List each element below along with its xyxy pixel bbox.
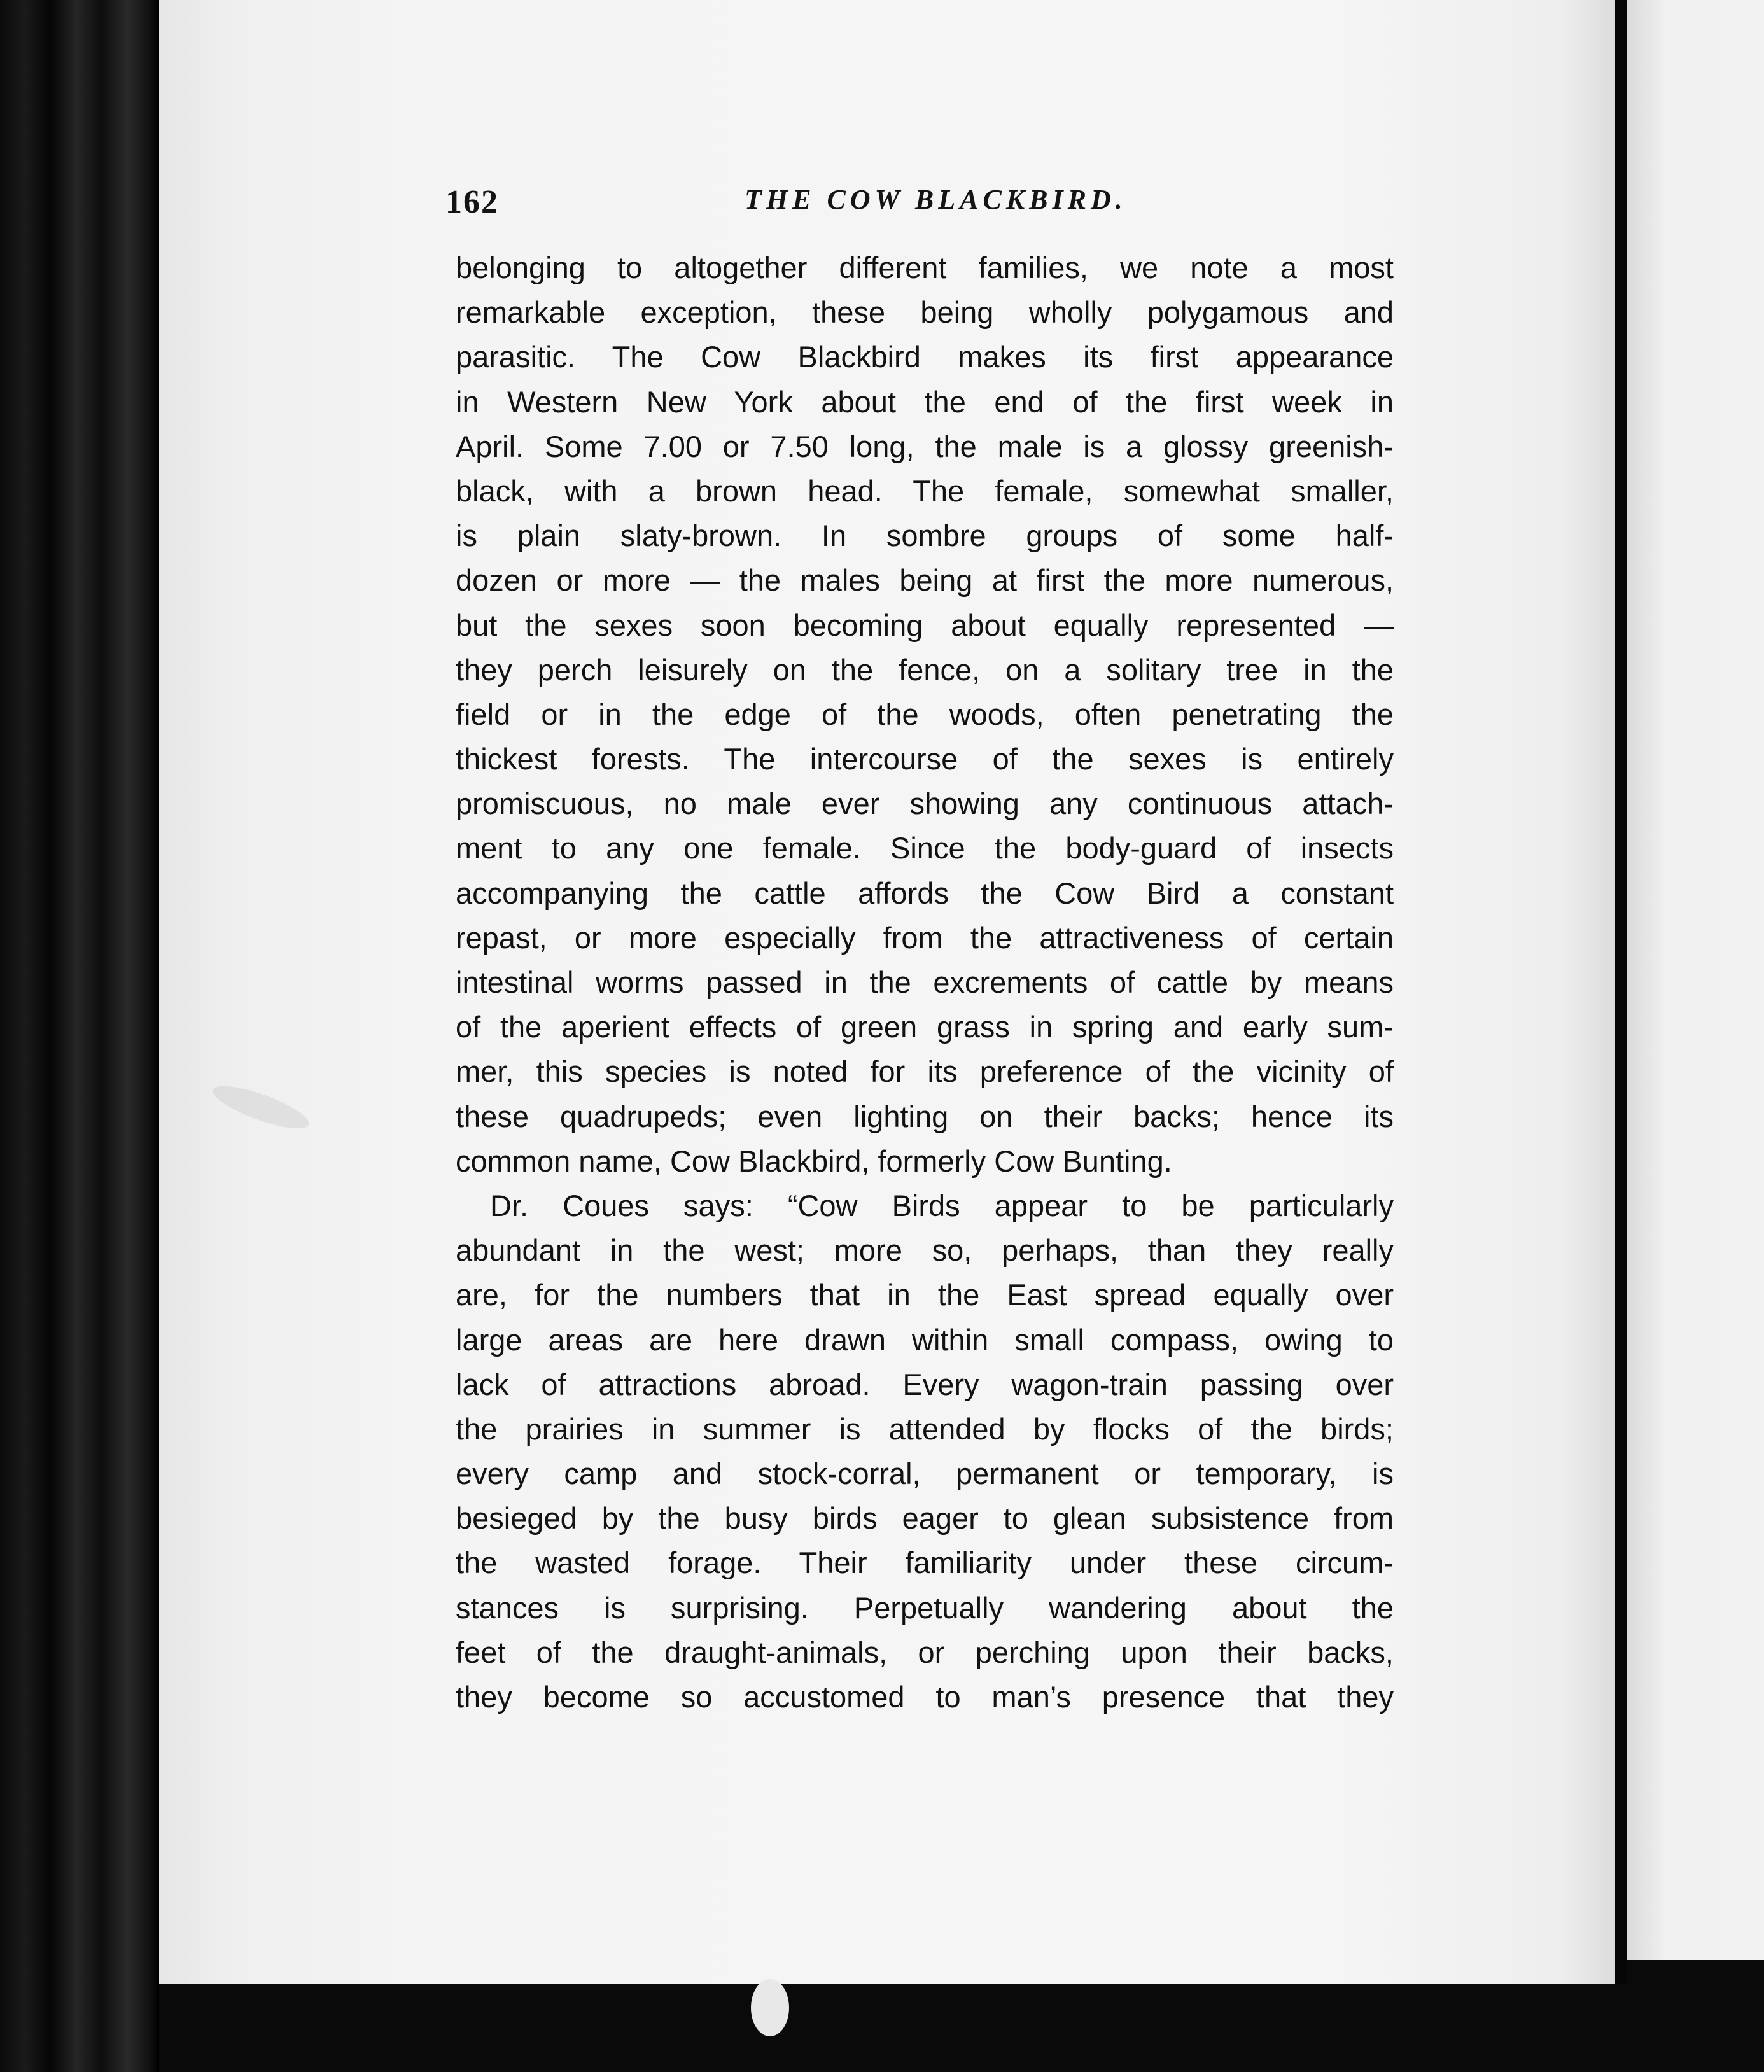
page-number: 162 [445, 184, 499, 220]
text-line: is plain slaty-brown. In sombre groups of some half- [456, 519, 1394, 553]
scan-speck [751, 1979, 789, 2036]
text-line: repast, or more especially from the attractiveness of certain [456, 920, 1394, 955]
text-line: large areas are here drawn within small compass, owing to [456, 1322, 1394, 1357]
text-line: ment to any one female. Since the body-guard of insects [456, 831, 1394, 865]
text-line: Dr. Coues says: “Cow Birds appear to be particularly [490, 1188, 1394, 1222]
text-line: dozen or more — the males being at first the more numerous, [456, 563, 1394, 598]
text-line: they perch leisurely on the fence, on a solitary tree in the [456, 652, 1394, 687]
page-gutter [1615, 0, 1627, 2072]
adjacent-page-edge [1627, 0, 1764, 1960]
text-line: but the sexes soon becoming about equally represented — [456, 608, 1394, 642]
text-line: are, for the numbers that in the East spread equally over [456, 1278, 1394, 1312]
text-line: field or in the edge of the woods, often penetrating the [456, 697, 1394, 731]
text-line: in Western New York about the end of the first week in [456, 384, 1394, 419]
text-line: every camp and stock-corral, permanent or temporary, is [456, 1457, 1394, 1491]
text-line: parasitic. The Cow Blackbird makes its first appearance [456, 340, 1394, 374]
text-line: stances is surprising. Perpetually wandering about the [456, 1590, 1394, 1625]
text-line: thickest forests. The intercourse of the sexes is entirely [456, 742, 1394, 776]
text-line: promiscuous, no male ever showing any continuous attach- [456, 787, 1394, 821]
body-text [456, 246, 1394, 1719]
text-line: April. Some 7.00 or 7.50 long, the male is a glossy greenish- [456, 429, 1394, 463]
text-line: black, with a brown head. The female, somewhat smaller, [456, 473, 1394, 508]
text-line: these quadrupeds; even lighting on their backs; hence its [456, 1099, 1394, 1133]
page-header [445, 183, 1400, 234]
text-line: common name, Cow Blackbird, formerly Cow Bunting. [456, 1144, 1172, 1178]
paragraph [456, 1184, 1394, 1719]
text-line: the prairies in summer is attended by flocks of the birds; [456, 1411, 1394, 1446]
text-line: belonging to altogether different families, we note a most [456, 251, 1394, 284]
text-line: of the aperient effects of green grass in spring and early sum- [456, 1010, 1394, 1044]
text-line: intestinal worms passed in the excrements of cattle by means [456, 965, 1394, 999]
book-binding-edge [0, 0, 159, 2072]
text-line: besieged by the busy birds eager to glean subsistence from [456, 1501, 1394, 1536]
text-line: mer, this species is noted for its preference of the vicinity of [456, 1054, 1394, 1089]
paragraph [456, 246, 1394, 1184]
text-line: lack of attractions abroad. Every wagon-train passing over [456, 1367, 1394, 1401]
text-line: feet of the draught-animals, or perching upon their backs, [456, 1635, 1394, 1669]
text-line: they become so accustomed to man’s presence that they [456, 1680, 1394, 1714]
text-line: remarkable exception, these being wholly polygamous and [456, 295, 1394, 330]
text-line: abundant in the west; more so, perhaps, than they really [456, 1233, 1394, 1268]
text-line: accompanying the cattle affords the Cow Bird a constant [456, 876, 1394, 910]
running-head: THE COW BLACKBIRD. [745, 184, 1127, 215]
bottom-shadow [159, 1984, 1764, 2072]
text-line: the wasted forage. Their familiarity under these circum- [456, 1546, 1394, 1580]
